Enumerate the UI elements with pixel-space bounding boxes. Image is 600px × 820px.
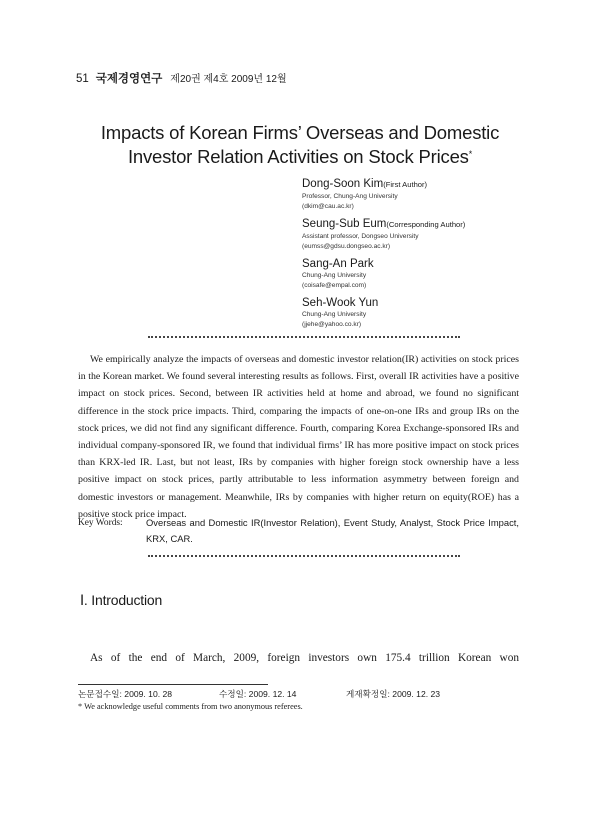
author-affiliation: Assistant professor, Dongseo University — [302, 233, 419, 240]
journal-name: 국제경영연구 — [95, 73, 163, 85]
author-name: Dong-Soon Kim — [302, 178, 384, 190]
author-email: (eumss@gdsu.dongseo.ac.kr) — [302, 242, 391, 250]
dotted-divider-bottom — [148, 555, 460, 557]
keywords-label: Key Words: — [78, 518, 123, 528]
title-line-1: Impacts of Korean Firms’ Overseas and Domestic — [100, 122, 500, 143]
title-line-2 — [60, 145, 540, 169]
author-role: (Corresponding Author) — [386, 220, 466, 229]
journal-volume: 제20권 제4호 2009년 12월 — [170, 74, 287, 85]
keywords-text: Overseas and Domestic IR(Investor Relation), Event Study, Analyst, Stock Price Impact, KRX, CAR. — [146, 517, 519, 544]
running-header — [76, 70, 287, 86]
author-email: (dkim@cau.ac.kr) — [302, 202, 354, 210]
author-affiliation: Professor, Chung-Ang University — [302, 193, 398, 200]
acknowledgement-footnote: * We acknowledge useful comments from two anonymous referees. — [78, 702, 303, 711]
title-line-2-text: Investor Relation Activities on Stock Prices — [127, 146, 469, 167]
author-email: (coisafe@empal.com) — [302, 281, 367, 289]
intro-paragraph: As of the end of March, 2009, foreign investors own 175.4 trillion Korean won — [90, 652, 519, 664]
author-affiliation: Chung-Ang University — [302, 311, 367, 318]
author-entry — [302, 217, 532, 251]
author-affiliation: Chung-Ang University — [302, 272, 367, 279]
accepted-date: 게재확정일: 2009. 12. 23 — [346, 689, 441, 699]
title-footnote-mark: * — [468, 149, 473, 159]
author-entry — [302, 257, 532, 290]
author-list — [302, 177, 532, 335]
author-entry — [302, 177, 532, 211]
paper-title — [60, 121, 540, 169]
footnote-rule — [78, 684, 268, 685]
dotted-divider-top — [148, 336, 460, 338]
author-email: (jjehe@yahoo.co.kr) — [302, 320, 362, 328]
author-role: (First Author) — [383, 180, 428, 189]
author-name: Sang-An Park — [302, 258, 374, 270]
keywords — [78, 515, 519, 547]
author-entry — [302, 296, 532, 329]
revised-date: 수정일: 2009. 12. 14 — [219, 689, 297, 699]
abstract-text: We empirically analyze the impacts of overseas and domestic investor relation(IR) activities on stock prices in the Korean market. We found several interesting results as follows. First, overall IR activities have a positive impact on stock prices. Second, between IR activities held at home and abroad, we found no significant difference in the stock price impacts. Third, comparing the impacts of one-on-one IRs and group IRs on the stock prices, we did not find any significant difference. Fourth, comparing Korea Exchange-sponsored IRs and individual company-sponsored IR, we found that individual firms’ IR has more positive impact on stock prices than KRX-led IR. Last, but not least, IRs by companies with higher foreign stock ownership have a less positive impact on stock prices, partly attributable to less information asymmetry between foreign and domestic investors or management. Meanwhile, IRs by companies with higher return on equity(ROE) has a positive stock price impact. — [78, 354, 519, 520]
page-number: 51 — [76, 73, 89, 85]
author-name: Seh-Wook Yun — [302, 297, 379, 309]
author-name: Seung-Sub Eum — [302, 218, 387, 230]
section-heading: Ⅰ. Introduction — [80, 592, 163, 608]
received-date: 논문접수일: 2009. 10. 28 — [78, 689, 173, 699]
